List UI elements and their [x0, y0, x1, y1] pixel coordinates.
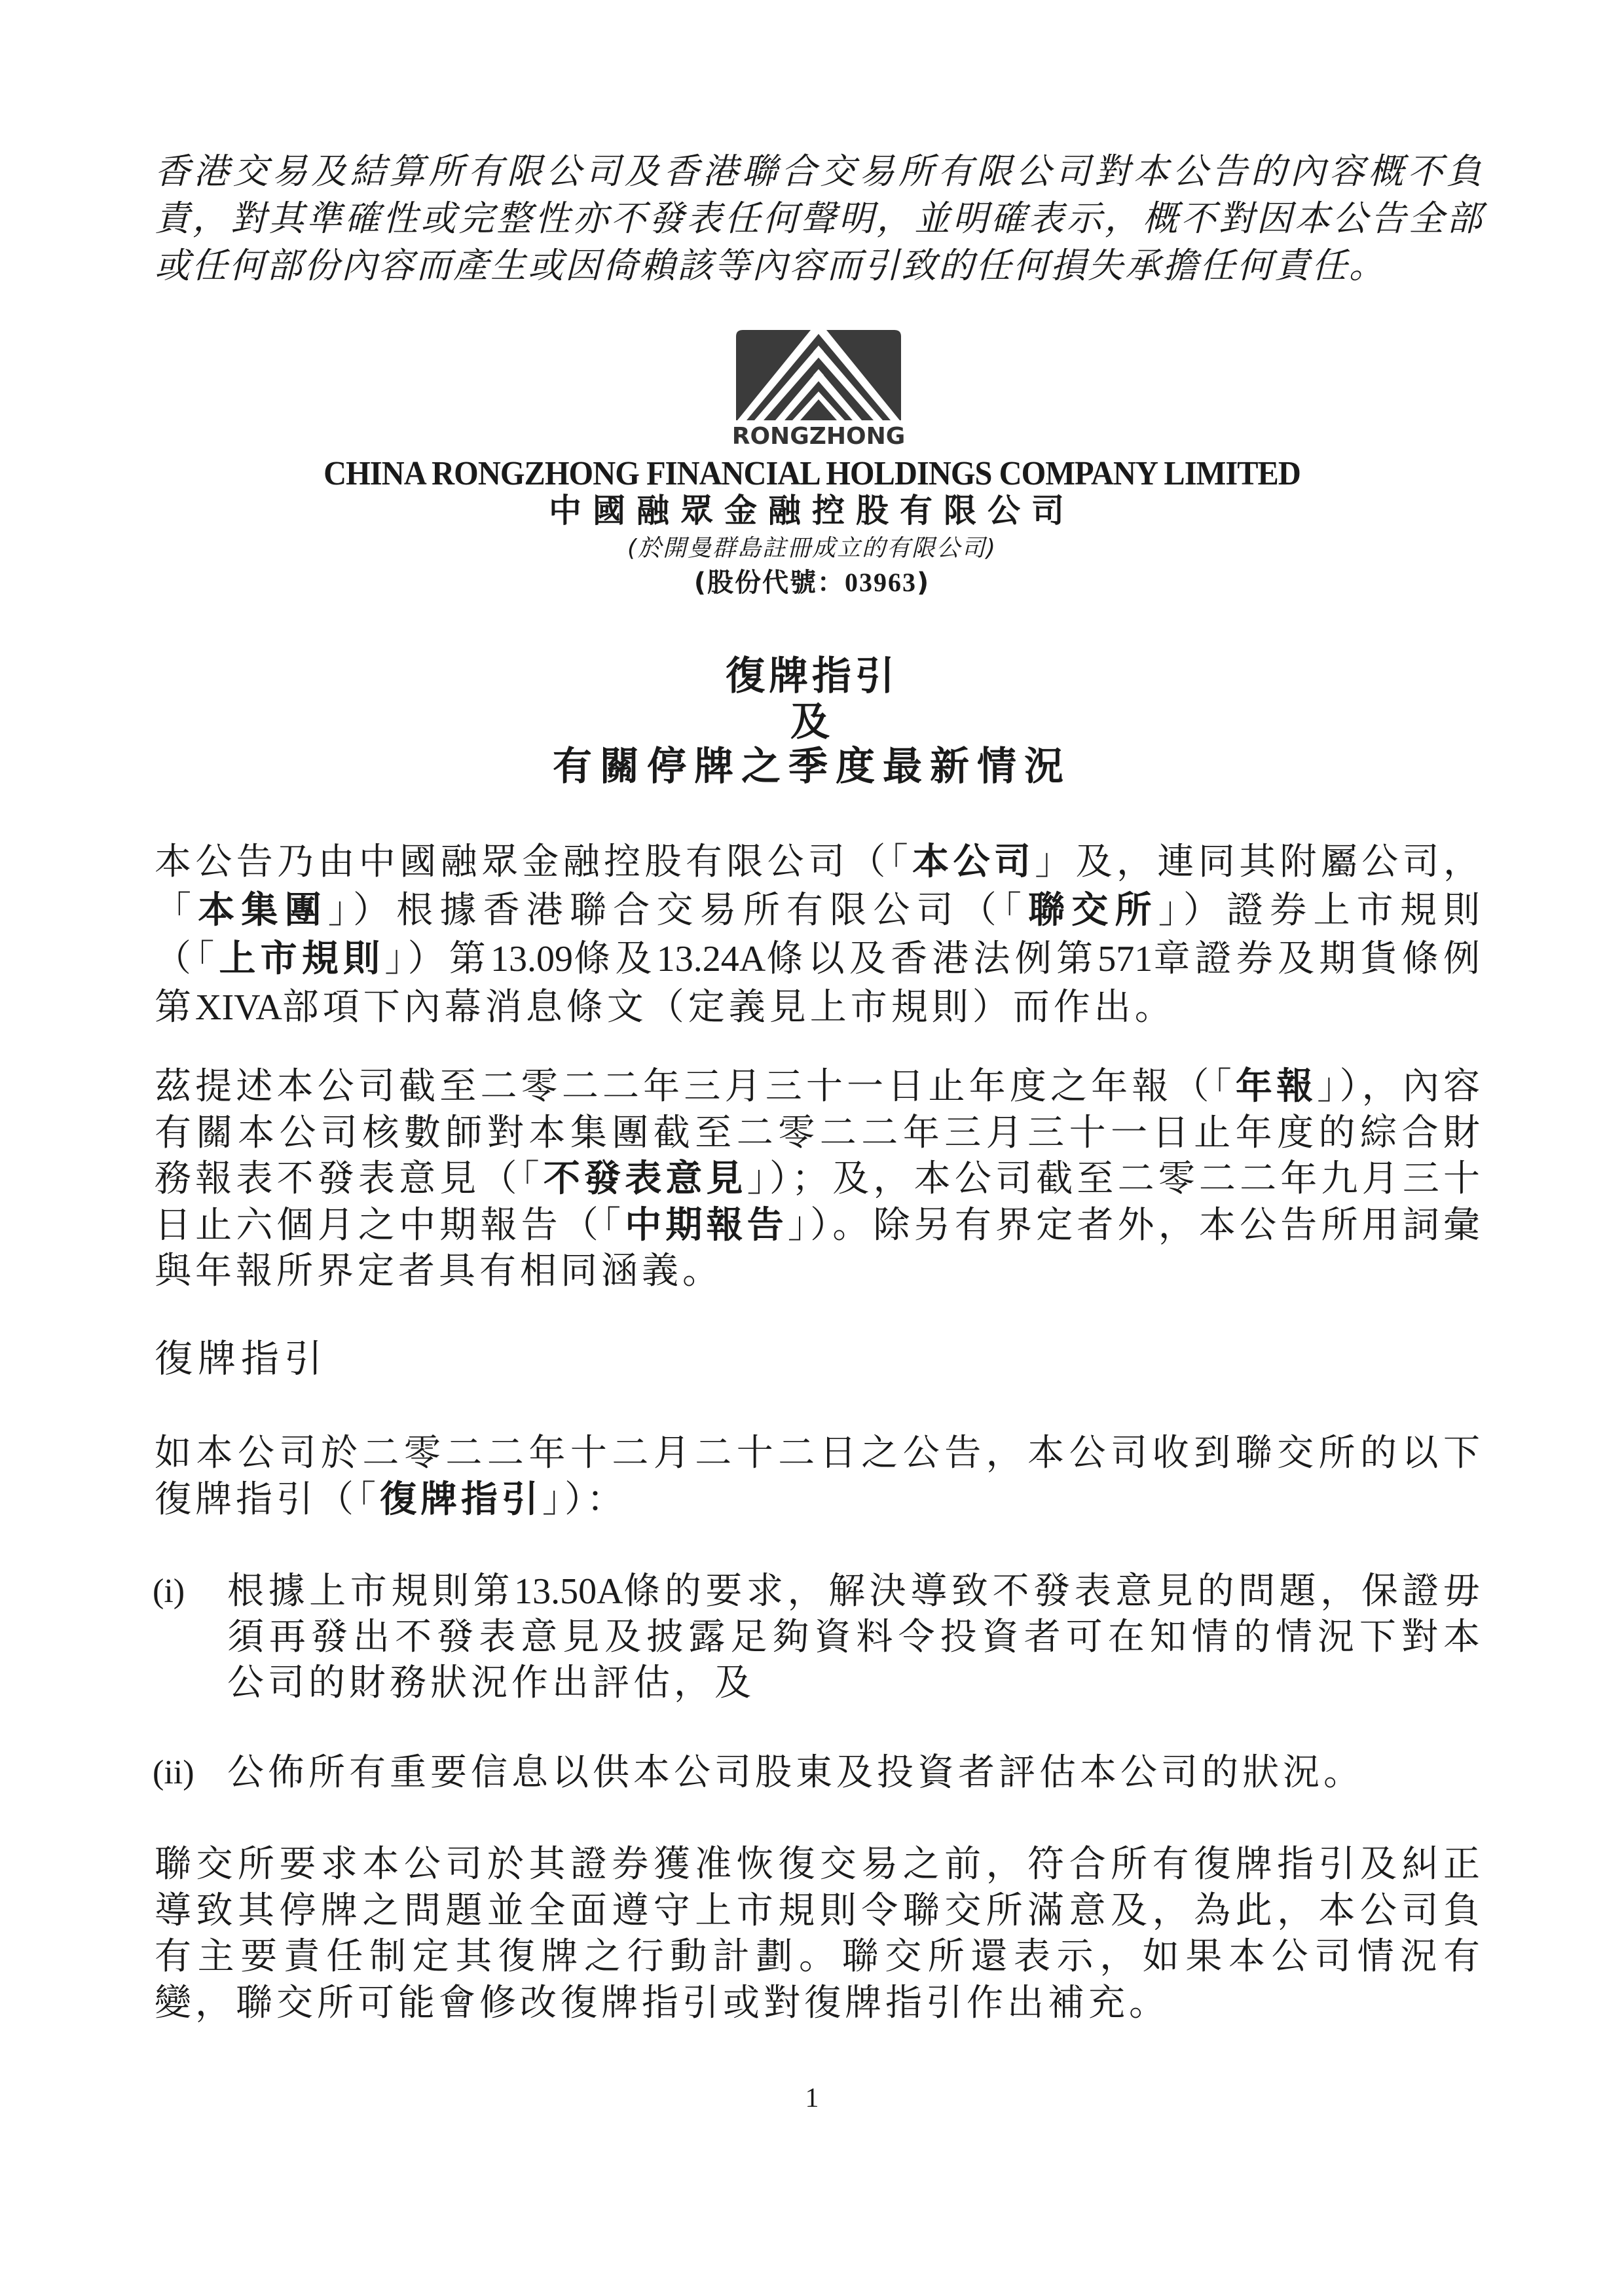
text-run: 茲提述本公司截至二零二二年三月三十一日止年度之年報（「: [155, 1065, 1236, 1108]
announcement-title-line-1: 復牌指引: [726, 653, 898, 699]
incorporation-note: (於開曼群島註冊成立的有限公司): [627, 535, 997, 562]
list-marker: (ii): [153, 1754, 194, 1791]
defined-term: 中期報告: [625, 1203, 788, 1247]
stock-code: [0, 566, 1624, 600]
defined-term: 上市規則: [219, 938, 385, 980]
section-heading-resumption-guidance: 復牌指引: [155, 1336, 328, 1381]
stock-code-label: (股份代號：: [693, 568, 845, 598]
list-item-text: [227, 1750, 1484, 1796]
paragraph-introduction: [155, 838, 1484, 1032]
page-number: 1: [805, 2083, 819, 2113]
company-name-en: CHINA RONGZHONG FINANCIAL HOLDINGS COMPANY LIMITED: [323, 455, 1301, 492]
company-logo: [729, 327, 908, 448]
rule-number: 13.24A: [656, 939, 766, 979]
text-run: 」）根據香港聯合交易所有限公司（「: [327, 889, 1029, 932]
announcement-title-line-2: 及: [790, 699, 834, 745]
text-run: 」及，連同其附屬公司，「: [155, 841, 1484, 932]
defined-term: 本公司: [912, 841, 1035, 883]
stock-code-close: ): [917, 568, 931, 598]
defined-term: 不發表意見: [543, 1157, 747, 1200]
company-name-zh: 中國融眾金融控股有限公司: [549, 492, 1075, 530]
paragraph-references: [155, 1064, 1484, 1295]
text-run: 本公告乃由中國融眾金融控股有限公司（「: [155, 841, 913, 883]
defined-term: 復牌指引: [380, 1478, 542, 1521]
text-run: 根據上市規則第: [227, 1570, 515, 1613]
disclaimer-text: 香港交易及結算所有限公司及香港聯合交易所有限公司對本公告的內容概不負責，對其準確性或完整性亦不發表任何聲明，並明確表示，概不對因本公告全部或任何部份內容而產生或因倚賴該等內容而引致的任何損失承擔任何責任。: [155, 151, 1484, 286]
paragraph-guidance-intro: [155, 1430, 1484, 1523]
rongzhong-logo-mark-icon: [729, 327, 908, 448]
text-run: 公佈所有重要信息以供本公司股東及投資者評估本公司的狀況。: [227, 1751, 1364, 1794]
text-run: 條的要求，解決導致不發表意見的問題，保證毋須再發出不發表意見及披露足夠資料令投資者可在知情的情況下對本公司的財務狀況作出評估，及: [227, 1570, 1485, 1704]
rule-number: 13.50A: [514, 1571, 623, 1612]
logo-wordmark: RONGZHONG: [731, 423, 906, 448]
chapter-number: 571: [1098, 939, 1153, 979]
text-run: 」）。除另有界定者外，本公告所用詞彙與年報所界定者具有相同涵義。: [155, 1203, 1485, 1292]
announcement-title-line-3: 有關停牌之季度最新情況: [553, 744, 1071, 790]
text-run: 」），內容有關本公司核數師對本集團截至二零二二年三月三十一日止年度的綜合財務報表不發表意見（「: [155, 1065, 1485, 1200]
defined-term: 聯交所: [1028, 889, 1158, 932]
defined-term: 年報: [1235, 1065, 1318, 1108]
list-marker: (i): [153, 1573, 185, 1610]
text-run: 」）第: [384, 938, 491, 980]
paragraph-exchange-requirements: 聯交所要求本公司於其證券獲准恢復交易之前，符合所有復牌指引及糾正導致其停牌之問題並全面遵守上市規則令聯交所滿意及，為此，本公司負有主要責任制定其復牌之行動計劃。聯交所還表示，如果本公司情況有變，聯交所可能會修改復牌指引或對復牌指引作出補充。: [155, 1843, 1484, 2024]
list-item-text: [227, 1569, 1484, 1706]
text-run: 」）證券上市規則（「: [155, 889, 1485, 980]
text-run: 章證券及期貨條例第: [155, 938, 1485, 1029]
text-run: 」）；及，本公司截至二零二二年九月三十日止六個月之中期報告（「: [155, 1157, 1485, 1247]
part-number: XIVA: [195, 987, 282, 1028]
rule-number: 13.09: [490, 939, 574, 979]
defined-term: 本集團: [198, 889, 328, 932]
text-run: 如本公司於二零二二年十二月二十二日之公告，本公司收到聯交所的以下復牌指引（「: [155, 1432, 1484, 1521]
text-run: 條以及香港法例第: [766, 938, 1098, 980]
text-run: 條及: [573, 938, 657, 980]
text-run: 」）：: [542, 1478, 627, 1521]
text-run: 部項下內幕消息條文（定義見上市規則）而作出。: [282, 986, 1175, 1029]
stock-code-value: 03963: [845, 568, 917, 597]
